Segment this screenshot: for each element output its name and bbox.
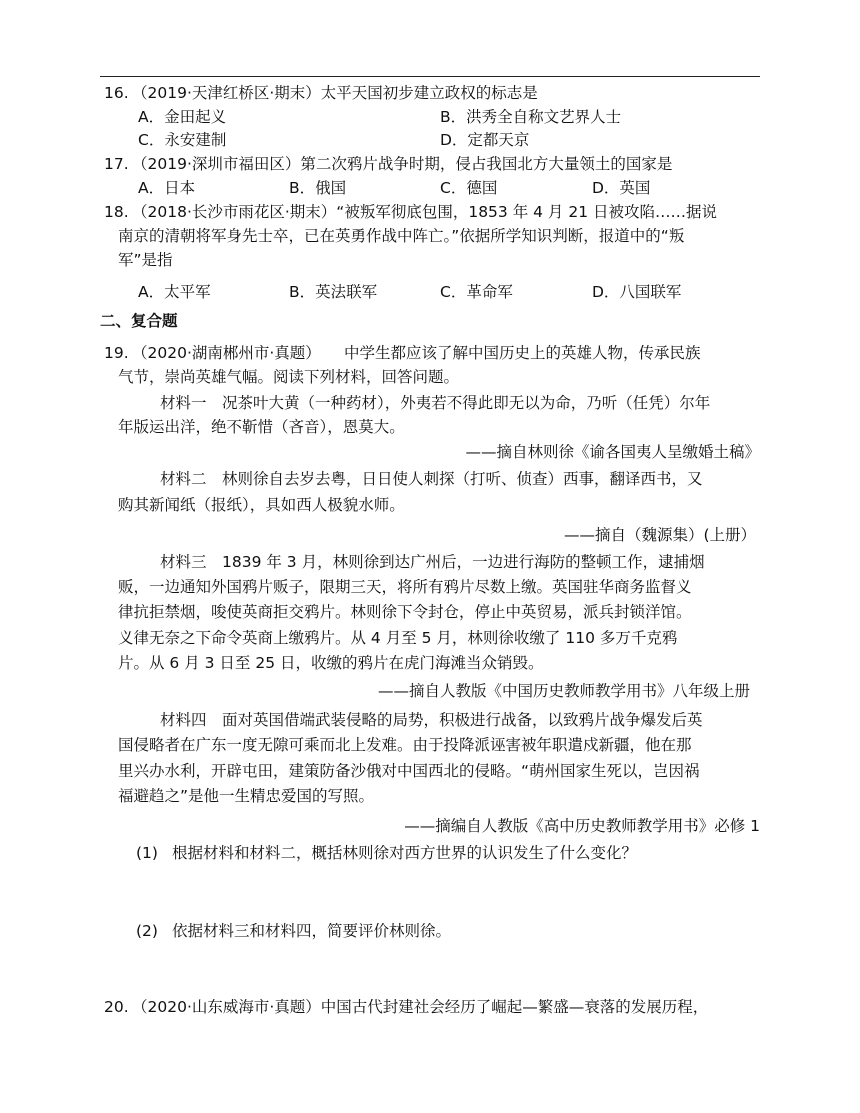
header-rule <box>100 76 760 77</box>
question-17-option-b: B．俄国 <box>289 179 347 197</box>
material-1-source: ——摘自林则徐《谕各国夷人呈缴婚土稿》 <box>465 443 760 461</box>
question-18-option-d: D．八国联军 <box>592 283 682 301</box>
question-19-line-1: （2020·湖南郴州市·真题） 中学生都应该了解中国历史上的英雄人物，传承民族 <box>132 344 701 362</box>
question-18-option-b: B．英法联军 <box>289 283 378 301</box>
question-16-text: （2019·天津红桥区·期末）太平天国初步建立政权的标志是 <box>132 84 538 102</box>
question-18-option-a: A．太平军 <box>138 283 211 301</box>
material-1-line-1: 材料一 况茶叶大黄（一种药材），外夷若不得此即无以为命，乃听（任凭）尔年 <box>160 394 711 412</box>
question-17-option-a: A．日本 <box>138 179 196 197</box>
question-20-text: （2020·山东威海市·真题）中国古代封建社会经历了崛起—繁盛—衰落的发展历程， <box>132 998 709 1016</box>
sub-question-2-number: (2) <box>136 922 158 940</box>
material-3-source: ——摘自人教版《中国历史教师教学用书》八年级上册 <box>377 682 750 700</box>
material-2-line-2: 购其新闻纸（报纸），具如西人极貌水师。 <box>118 496 405 514</box>
material-2-source: ——摘自（魏源集）(上册） <box>563 526 756 544</box>
question-16-option-d: D．定都天京 <box>440 131 530 149</box>
question-16-option-c: C．永安建制 <box>138 131 227 149</box>
question-18-line-2: 南京的清朝将军身先士卒，已在英勇作战中阵亡。”依据所学知识判断，报道中的“叛 <box>118 227 685 245</box>
question-18-option-c: C．革命军 <box>440 283 513 301</box>
material-4-line-2: 国侵略者在广东一度无隙可乘而北上发难。由于投降派诬害被年职遣戍新疆，他在那 <box>118 736 692 754</box>
material-3-line-5: 片。从 6 月 3 日至 25 日，收缴的鸦片在虎门海滩当众销毁。 <box>118 654 544 672</box>
material-3-line-2: 贩，一边通知外国鸦片贩子，限期三天，将所有鸦片尽数上缴。英国驻华商务监督义 <box>118 578 692 596</box>
question-17-text: （2019·深圳市福田区）第二次鸦片战争时期，侵占我国北方大量领土的国家是 <box>132 155 673 173</box>
material-2-line-1: 材料二 林则徐自去岁去粤，日日使人刺探（打听、侦查）西事，翻译西书，又 <box>160 470 703 488</box>
question-18-number: 18. <box>104 203 129 221</box>
question-20-number: 20. <box>104 998 129 1016</box>
question-17-option-d: D．英国 <box>592 179 651 197</box>
material-4-source: ——摘编自人教版《高中历史教师教学用书》必修 1 <box>404 817 760 835</box>
sub-question-1-number: (1) <box>136 844 158 862</box>
question-16-number: 16. <box>104 84 129 102</box>
question-18-line-1: （2018·长沙市雨花区·期末）“被叛军彻底包围，1853 年 4 月 21 日被攻陷……据说 <box>132 203 717 221</box>
question-16-option-b: B．洪秀全自称文艺界人士 <box>440 108 622 126</box>
material-4-line-4: 福避趋之”是他一生精忠爱国的写照。 <box>118 787 375 805</box>
material-4-line-1: 材料四 面对英国借端武装侵略的局势，积极进行战备，以致鸦片战争爆发后英 <box>160 711 703 729</box>
question-18-line-3: 军”是指 <box>118 251 173 269</box>
question-17-option-c: C．德国 <box>440 179 498 197</box>
question-19-line-2: 气节，崇尚英雄气幅。阅读下列材料，回答问题。 <box>118 368 460 386</box>
material-4-line-3: 里兴办水利，开辟屯田，建策防备沙俄对中国西北的侵略。“萌州国家生死以，岂因祸 <box>118 762 700 780</box>
section-heading: 二、复合题 <box>100 312 178 330</box>
material-3-line-3: 律抗拒禁烟，唆使英商拒交鸦片。林则徐下令封仓，停止中英贸易，派兵封锁洋馆。 <box>118 603 692 621</box>
sub-question-1-text: 根据材料和材料二，概括林则徐对西方世界的认识发生了什么变化？ <box>172 844 638 862</box>
sub-question-2-text: 依据材料三和材料四，简要评价林则徐。 <box>172 922 452 940</box>
question-17-number: 17. <box>104 155 129 173</box>
material-3-line-4: 义律无奈之下命令英商上缴鸦片。从 4 月至 5 月，林则徐收缴了 110 多万千克鸦 <box>118 629 678 647</box>
question-16-option-a: A．金田起义 <box>138 108 227 126</box>
question-19-number: 19. <box>104 344 129 362</box>
material-1-line-2: 年版运出洋，绝不靳惜（吝音），恩莫大。 <box>118 418 405 436</box>
material-3-line-1: 材料三 1839 年 3 月，林则徐到达广州后，一边进行海防的整顿工作，逮捕烟 <box>160 553 705 571</box>
